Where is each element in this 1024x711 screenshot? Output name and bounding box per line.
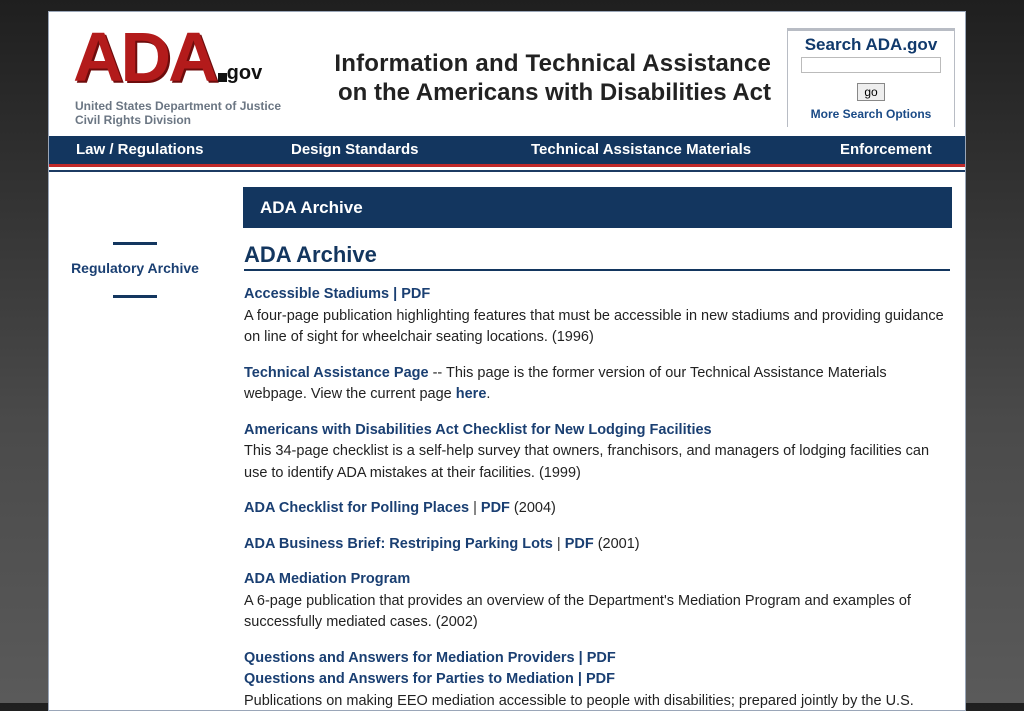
list-item [244,648,944,711]
polling-places-link[interactable]: ADA Checklist for Polling Places [244,500,469,516]
list-item [244,498,944,520]
site-header [49,12,965,136]
entry-description: A four-page publication highlighting features that must be accessible in new stadiums and providing guidance on line of sight for wheelchair seating locations. (1996) [244,306,944,349]
section-banner [243,187,952,228]
nav-design-standards[interactable]: Design Standards [291,141,419,158]
lodging-checklist-link[interactable]: Americans with Disabilities Act Checklist for New Lodging Facilities [244,422,712,438]
nav-technical-assistance-materials[interactable]: Technical Assistance Materials [531,141,751,158]
list-item [244,284,944,349]
accessible-stadiums-link[interactable]: Accessible Stadiums [244,286,389,302]
restriping-parking-lots-pdf-link[interactable]: PDF [565,536,594,552]
entry-year: (2004) [510,500,556,516]
qa-parties-mediation-link[interactable]: Questions and Answers for Parties to Mediation [244,671,574,687]
sidebar-item-regulatory-archive[interactable]: Regulatory Archive [49,260,221,276]
site-title [301,49,771,107]
separator: | [574,671,586,687]
logo-dot [218,73,227,82]
sidebar-divider-bottom [113,295,157,298]
search-input[interactable] [801,57,941,73]
qa-mediation-providers-link[interactable]: Questions and Answers for Mediation Providers [244,650,575,666]
technical-assistance-page-link[interactable]: Technical Assistance Page [244,365,429,381]
qa-mediation-providers-pdf-link[interactable]: PDF [587,650,616,666]
site-title-line-2: on the Americans with Disabilities Act [301,78,771,107]
separator: | [575,650,587,666]
qa-parties-mediation-pdf-link[interactable]: PDF [586,671,615,687]
mediation-program-link[interactable]: ADA Mediation Program [244,571,410,587]
separator: | [389,286,401,302]
entry-description-end: . [486,386,490,402]
search-go-button[interactable]: go [857,83,884,101]
entry-year: (2001) [594,536,640,552]
ada-gov-logo[interactable] [73,22,262,92]
archive-list [244,284,944,711]
page-title: ADA Archive [244,242,950,271]
nav-enforcement[interactable]: Enforcement [840,141,932,158]
logo-gov-text: gov [227,62,263,84]
department-name [75,99,305,127]
entry-description: -- This page is the former version of our Technical Assistance Materials webpage. View the current page [244,365,887,403]
accessible-stadiums-pdf-link[interactable]: PDF [401,286,430,302]
list-item [244,363,944,406]
more-search-options-link[interactable]: More Search Options [788,107,954,121]
logo-ada-text: ADA [73,18,216,96]
separator: | [469,500,481,516]
site-title-line-1: Information and Technical Assistance [301,49,771,78]
entry-description: A 6-page publication that provides an overview of the Department's Mediation Program and examples of successfully mediated cases. (2002) [244,591,944,634]
nav-divider [49,170,965,172]
nav-law-regulations[interactable]: Law / Regulations [76,141,204,158]
sidebar-divider-top [113,242,157,245]
dept-line-2: Civil Rights Division [75,113,305,127]
entry-description: This 34-page checklist is a self-help survey that owners, franchisors, and managers of lodging facilities can use to identify ADA mistakes at their facilities. (1999) [244,441,944,484]
dept-line-1: United States Department of Justice [75,99,305,113]
list-item [244,569,944,634]
page-container [48,11,966,711]
entry-description: Publications on making EEO mediation accessible to people with disabilities; prepared jointly by the U.S. [244,691,944,711]
polling-places-pdf-link[interactable]: PDF [481,500,510,516]
here-link[interactable]: here [456,386,487,402]
list-item [244,420,944,485]
search-box [787,28,955,127]
restriping-parking-lots-link[interactable]: ADA Business Brief: Restriping Parking Lots [244,536,553,552]
list-item [244,534,944,556]
section-banner-title: ADA Archive [260,198,363,218]
search-title: Search ADA.gov [788,35,954,55]
separator: | [553,536,565,552]
sidebar [49,242,221,298]
main-nav [49,136,965,167]
